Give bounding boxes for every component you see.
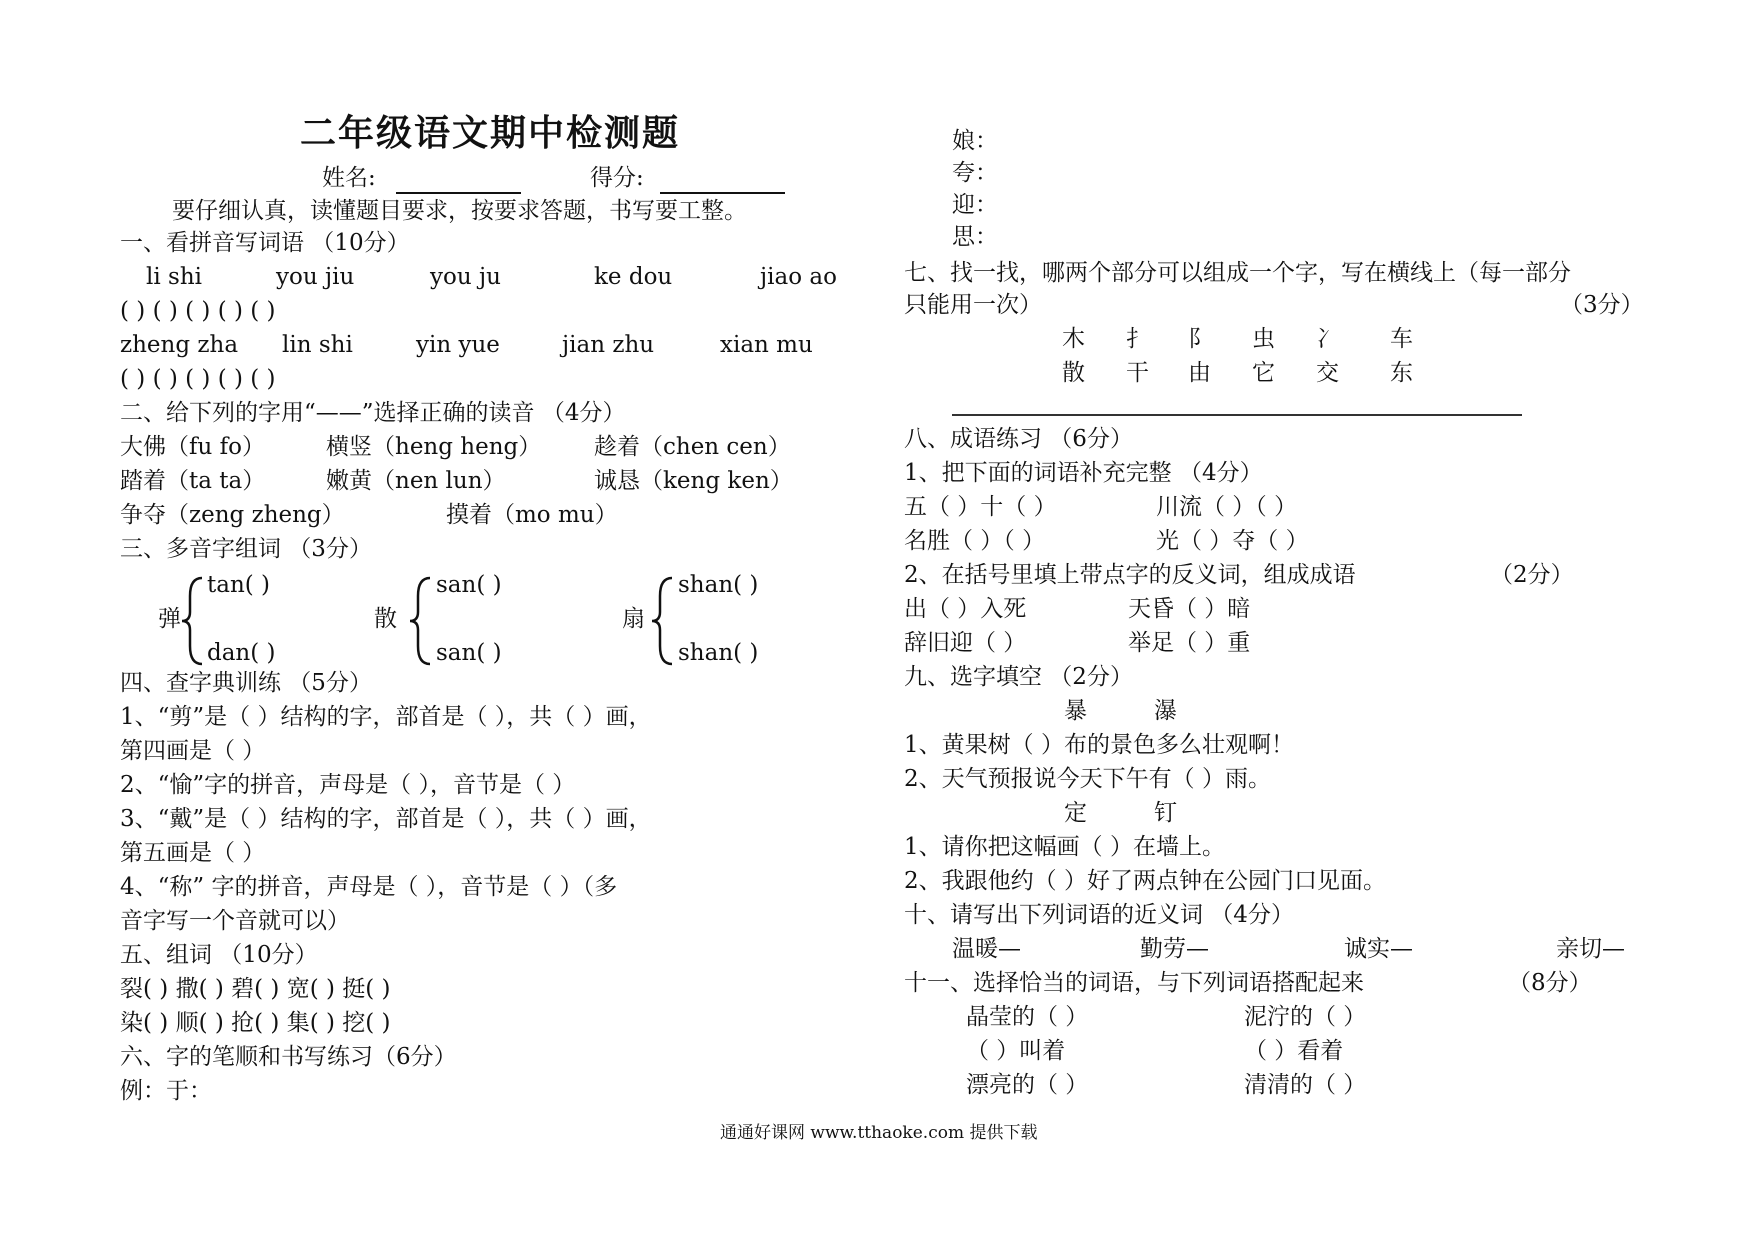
page-title: 二年级语文期中检测题 [300, 112, 681, 154]
idiom-item[interactable]: 出（ ）入死 [904, 596, 1027, 622]
section-9-heading: 九、选字填空 （2分） [904, 664, 1133, 690]
idiom-item[interactable]: 举足（ ）重 [1128, 630, 1251, 656]
subsection-heading: 2、在括号里填上带点字的反义词，组成成语 [904, 562, 1356, 588]
char-part: 它 [1252, 360, 1275, 386]
section-7-heading-cont: 只能用一次） [904, 292, 1042, 318]
pinyin-item: jian zhu [562, 332, 655, 358]
reading-item[interactable]: 踏着（ta ta） [120, 468, 266, 494]
char-part: 阝 [1188, 326, 1211, 352]
question-line[interactable]: 第五画是（ ） [120, 840, 266, 866]
polyphone-top[interactable]: san( ) [436, 572, 502, 598]
reading-item[interactable]: 大佛（fu fo） [120, 434, 265, 460]
fill-question[interactable]: 2、我跟他约（ ）好了两点钟在公园门口见面。 [904, 868, 1386, 894]
char-part: 车 [1390, 326, 1413, 352]
reading-item[interactable]: 横竖（heng heng） [326, 434, 542, 460]
reading-item[interactable]: 争夺（zeng zheng） [120, 502, 345, 528]
question-line[interactable]: 2、“愉”字的拼音，声母是（ ），音节是（ ） [120, 772, 576, 798]
synonym-item[interactable]: 亲切— [1556, 936, 1625, 962]
polyphone-char: 扇 [622, 606, 645, 632]
score-label: 得分: [590, 165, 644, 191]
stroke-example[interactable]: 例：于： [120, 1078, 212, 1104]
synonym-item[interactable]: 温暖— [952, 936, 1021, 962]
section-11-score: （8分） [1508, 970, 1592, 996]
reading-item[interactable]: 嫩黄（nen lun） [326, 468, 506, 494]
subsection-heading: 1、把下面的词语补充完整 （4分） [904, 460, 1263, 486]
synonym-item[interactable]: 诚实— [1344, 936, 1413, 962]
section-4-heading: 四、查字典训练 （5分） [120, 670, 372, 696]
brace-icon [408, 576, 434, 666]
choice-char: 钉 [1154, 800, 1177, 826]
match-item[interactable]: 清清的（ ） [1244, 1072, 1367, 1098]
idiom-item[interactable]: 光（ ）夺（ ） [1156, 528, 1309, 554]
idiom-item[interactable]: 辞旧迎（ ） [904, 630, 1027, 656]
polyphone-top[interactable]: tan( ) [207, 572, 271, 598]
instructions: 要仔细认真，读懂题目要求，按要求答题，书写要工整。 [172, 198, 747, 224]
pinyin-item: yin yue [416, 332, 500, 358]
polyphone-char: 弹 [158, 606, 181, 632]
char-part: 交 [1316, 360, 1339, 386]
char-part: 由 [1188, 360, 1211, 386]
stroke-char[interactable]: 夸： [952, 160, 998, 186]
section-10-heading: 十、请写出下列词语的近义词 （4分） [904, 902, 1294, 928]
match-item[interactable]: 泥泞的（ ） [1244, 1004, 1367, 1030]
question-line: 音字写一个音就可以） [120, 908, 350, 934]
pinyin-item: you ju [430, 264, 501, 290]
section-5-heading: 五、组词 （10分） [120, 942, 318, 968]
match-item[interactable]: 漂亮的（ ） [966, 1072, 1089, 1098]
section-8-heading: 八、成语练习 （6分） [904, 426, 1133, 452]
question-line[interactable]: 1、“剪”是（ ）结构的字，部首是（ ），共（ ）画， [120, 704, 652, 730]
word-group-row[interactable]: 裂( ) 撒( ) 碧( ) 宽( ) 挺( ) [120, 976, 391, 1002]
brace-icon [650, 576, 676, 666]
section-1-heading: 一、看拼音写词语 （10分） [120, 230, 410, 256]
char-part: 木 [1062, 326, 1085, 352]
char-part: 冫 [1316, 326, 1339, 352]
answer-blanks-row[interactable]: ( ) ( ) ( ) ( ) ( ) [120, 298, 276, 324]
section-2-heading: 二、给下列的字用“——”选择正确的读音 （4分） [120, 400, 626, 426]
name-label: 姓名: [322, 165, 376, 191]
word-group-row[interactable]: 染( ) 顺( ) 抢( ) 集( ) 挖( ) [120, 1010, 391, 1036]
question-line[interactable]: 3、“戴”是（ ）结构的字，部首是（ ），共（ ）画， [120, 806, 652, 832]
section-7-heading: 七、找一找，哪两个部分可以组成一个字，写在横线上（每一部分 [904, 260, 1571, 286]
pinyin-item: li shi [146, 264, 202, 290]
pinyin-item: zheng zha [120, 332, 239, 358]
char-part: 干 [1126, 360, 1149, 386]
score-field[interactable] [660, 168, 785, 194]
match-item[interactable]: （ ）叫着 [966, 1038, 1066, 1064]
question-line[interactable]: 4、“称” 字的拼音，声母是（ ），音节是（ ）（多 [120, 874, 618, 900]
section-3-heading: 三、多音字组词 （3分） [120, 536, 372, 562]
char-part: 扌 [1126, 326, 1149, 352]
name-field[interactable] [396, 168, 521, 194]
fill-question[interactable]: 1、黄果树（ ）布的景色多么壮观啊！ [904, 732, 1294, 758]
subsection-score: （2分） [1490, 562, 1574, 588]
char-part: 散 [1062, 360, 1085, 386]
char-part: 东 [1390, 360, 1413, 386]
choice-char: 瀑 [1154, 698, 1177, 724]
pinyin-item: lin shi [282, 332, 353, 358]
match-item[interactable]: 晶莹的（ ） [966, 1004, 1089, 1030]
reading-item[interactable]: 诚恳（keng ken） [594, 468, 793, 494]
stroke-char[interactable]: 娘： [952, 128, 998, 154]
polyphone-bottom[interactable]: san( ) [436, 640, 502, 666]
polyphone-char: 散 [374, 606, 397, 632]
pinyin-item: xian mu [720, 332, 813, 358]
reading-item[interactable]: 趁着（chen cen） [594, 434, 791, 460]
brace-icon [180, 576, 206, 666]
polyphone-bottom[interactable]: dan( ) [207, 640, 276, 666]
choice-char: 暴 [1064, 698, 1087, 724]
answer-line[interactable] [952, 414, 1522, 416]
match-item[interactable]: （ ）看着 [1244, 1038, 1344, 1064]
pinyin-item: you jiu [276, 264, 355, 290]
answer-blanks-row[interactable]: ( ) ( ) ( ) ( ) ( ) [120, 366, 276, 392]
footer-credit: 通通好课网 www.tthaoke.com 提供下载 [720, 1123, 1038, 1143]
reading-item[interactable]: 摸着（mo mu） [446, 502, 618, 528]
stroke-char[interactable]: 迎： [952, 192, 998, 218]
pinyin-item: jiao ao [760, 264, 837, 290]
pinyin-item: ke dou [594, 264, 673, 290]
idiom-item[interactable]: 天昏（ ）暗 [1128, 596, 1251, 622]
synonym-item[interactable]: 勤劳— [1140, 936, 1209, 962]
idiom-item[interactable]: 名胜（ ）（ ） [904, 528, 1046, 554]
fill-question[interactable]: 2、天气预报说今天下午有（ ）雨。 [904, 766, 1271, 792]
choice-char: 定 [1064, 800, 1087, 826]
question-line[interactable]: 第四画是（ ） [120, 738, 266, 764]
section-11-heading: 十一、选择恰当的词语，与下列词语搭配起来 [904, 970, 1364, 996]
char-part: 虫 [1252, 326, 1275, 352]
idiom-item[interactable]: 川流（ ）（ ） [1156, 494, 1298, 520]
section-6-heading: 六、字的笔顺和书写练习（6分） [120, 1044, 457, 1070]
fill-question[interactable]: 1、请你把这幅画（ ）在墙上。 [904, 834, 1225, 860]
section-7-score: （3分） [1560, 292, 1644, 318]
idiom-item[interactable]: 五（ ）十（ ） [904, 494, 1057, 520]
polyphone-top[interactable]: shan( ) [678, 572, 759, 598]
stroke-char[interactable]: 思： [952, 224, 998, 250]
polyphone-bottom[interactable]: shan( ) [678, 640, 759, 666]
